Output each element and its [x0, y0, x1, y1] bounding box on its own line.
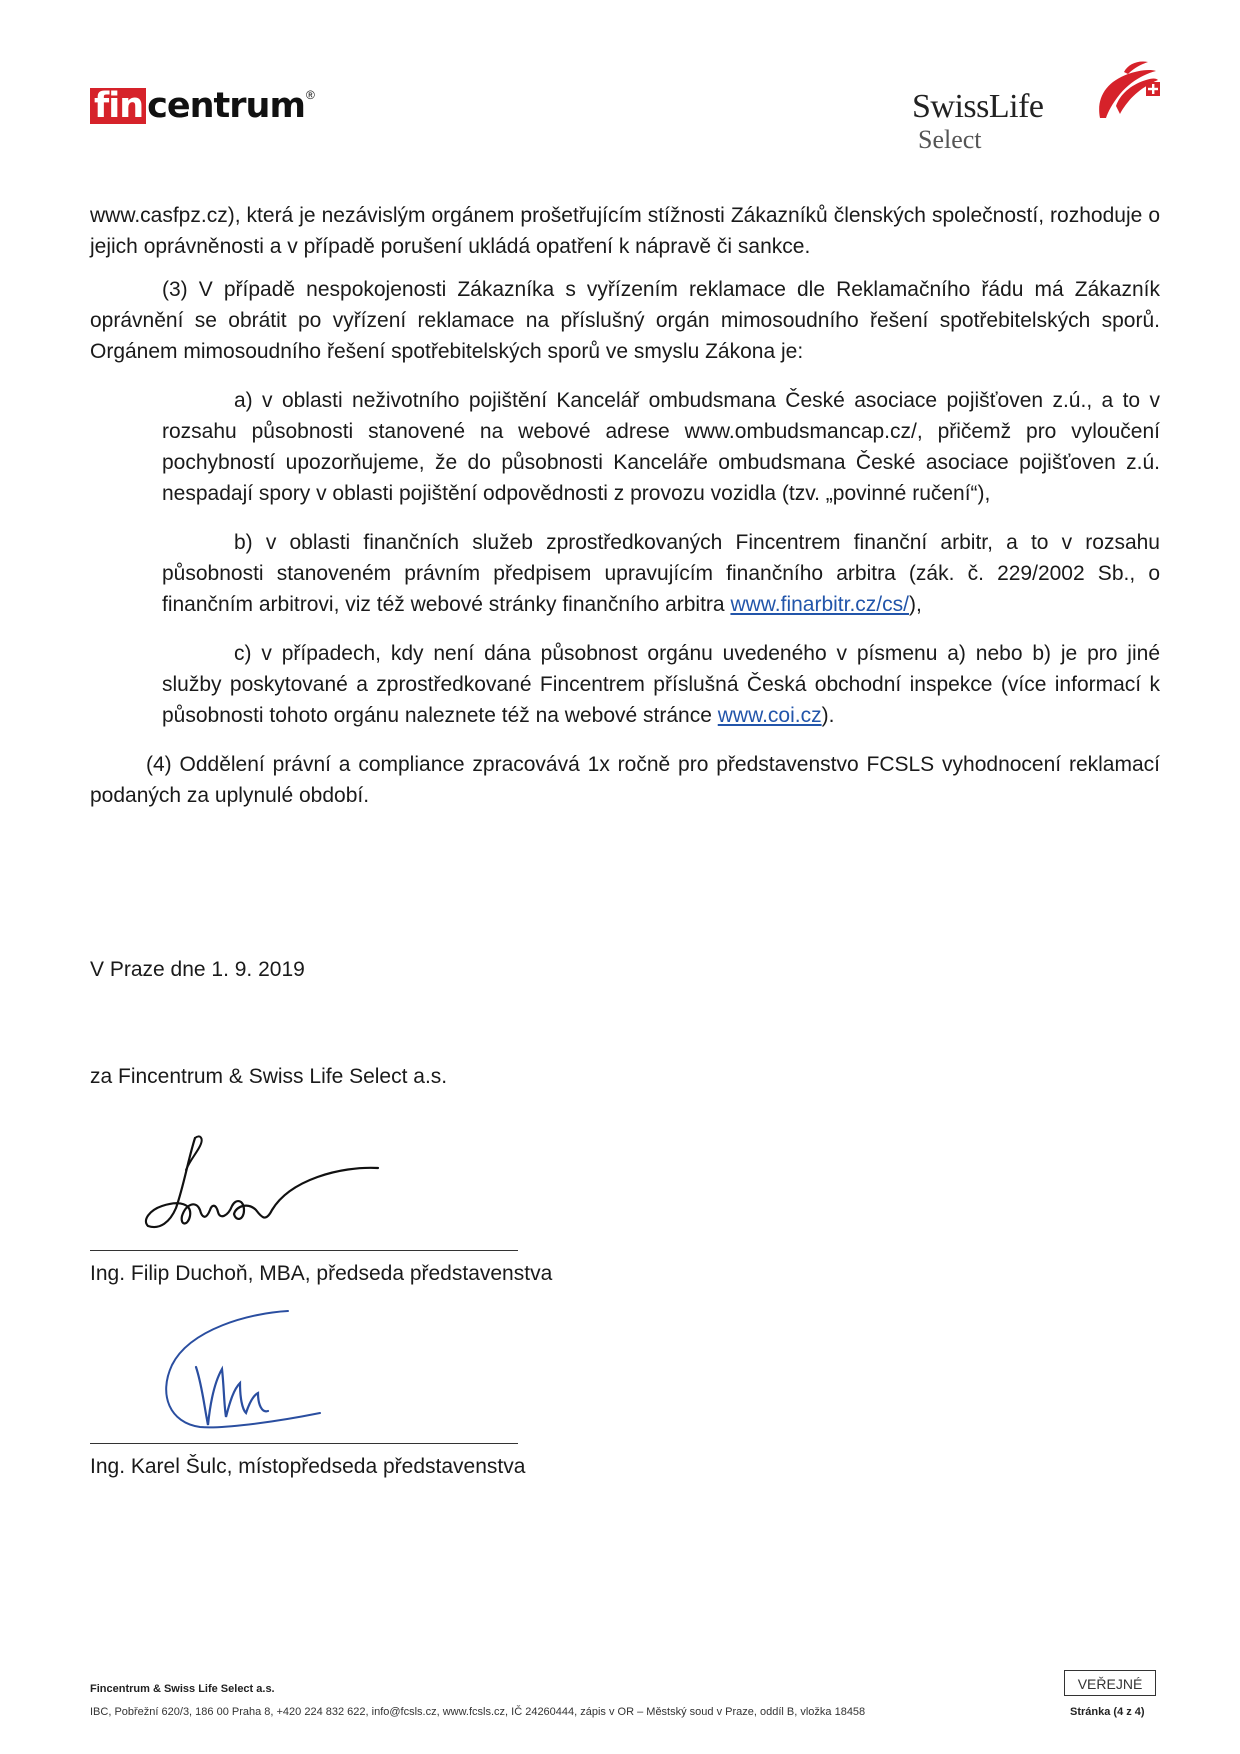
paragraph-4: (4) Oddělení právní a compliance zpracovává 1x ročně pro představenstvo FCSLS vyhodnocení reklamací podaných za uplynulé období.: [90, 753, 1160, 807]
registered-mark: ®: [305, 88, 315, 102]
paragraph-3: (3) V případě nespokojenosti Zákazníka s vyřízením reklamace dle Reklamačního řádu má Zákazník oprávnění se obrátit po vyřízení reklamace na příslušný orgán mimosoudního řešení spotřebitelských sporů. Orgánem mimosoudního řešení spotřebitelských sporů ve smyslu Zákona je:: [90, 278, 1160, 363]
footer-company: Fincentrum & Swiss Life Select a.s.: [90, 1683, 275, 1695]
paragraph-continuation: www.casfpz.cz), která je nezávislým orgánem prošetřujícím stížnosti Zákazníků členských společností, rozhoduje o jejich oprávněnosti a v případě porušení ukládá opatření k nápravě či sankce.: [90, 204, 1160, 258]
signature-line-1: [90, 1250, 518, 1251]
page-number: Stránka (4 z 4): [1070, 1706, 1145, 1718]
swisslife-select: Select: [918, 125, 982, 154]
fincentrum-logo-black: centrum: [147, 86, 305, 126]
swisslife-name: SwissLife: [912, 88, 1044, 125]
fincentrum-logo-red: fin: [90, 88, 146, 124]
coi-link[interactable]: www.coi.cz: [717, 704, 822, 727]
fincentrum-logo: [90, 88, 315, 124]
place-date: V Praze dne 1. 9. 2019: [90, 958, 305, 981]
item-c-text: c) v případech, kdy není dána působnost orgánu uvedeného v písmenu a) nebo b) je pro jiné služby poskytované a zprostředkované Fincentrem příslušná Česká obchodní inspekce (více informací k působnosti tohoto orgánu naleznete též na webové stránce: [162, 642, 1160, 727]
signatory-1: Ing. Filip Duchoň, MBA, předseda představenstva: [90, 1262, 553, 1285]
document-body: [90, 200, 1160, 811]
signature-duchon: [140, 1130, 390, 1240]
footer-address: IBC, Pobřežní 620/3, 186 00 Praha 8, +420 224 832 622, info@fcsls.cz, www.fcsls.cz, IČ 24260444, zápis v OR – Městský soud v Praze, oddíl B, vložka 18458: [90, 1706, 866, 1718]
item-c: [162, 638, 1160, 731]
item-b-end: ),: [908, 593, 922, 616]
company-line: za Fincentrum & Swiss Life Select a.s.: [90, 1065, 448, 1088]
classification-badge: VEŘEJNÉ: [1064, 1670, 1156, 1696]
item-b: [162, 527, 1160, 620]
swisslife-mark-icon: [1094, 60, 1162, 122]
item-a: a) v oblasti neživotního pojištění Kancelář ombudsmana České asociace pojišťoven z.ú., a to v rozsahu působnosti stanovené na webové adrese www.ombudsmancap.cz/, přičemž pro vyloučení pochybností upozorňujeme, že do působnosti Kanceláře ombudsmana České asociace pojišťoven z.ú. nespadají spory v oblasti pojištění odpovědnosti z provozu vozidla (tzv. „povinné ručení“),: [162, 389, 1160, 505]
swisslife-select-logo: [910, 60, 1160, 160]
signature-line-2: [90, 1443, 518, 1444]
finarbitr-link[interactable]: www.finarbitr.cz/cs/: [730, 593, 909, 616]
item-b-text: b) v oblasti finančních služeb zprostředkovaných Fincentrem finanční arbitr, a to v rozsahu působnosti stanoveném právním předpisem upravujícím finančního arbitra (zák. č. 229/2002 Sb., o finančním arbitrovi, viz též webové stránky finančního arbitra: [162, 531, 1160, 616]
signature-sulc: [150, 1305, 350, 1445]
signatory-2: Ing. Karel Šulc, místopředseda představenstva: [90, 1455, 526, 1478]
item-c-end: ).: [821, 704, 835, 727]
